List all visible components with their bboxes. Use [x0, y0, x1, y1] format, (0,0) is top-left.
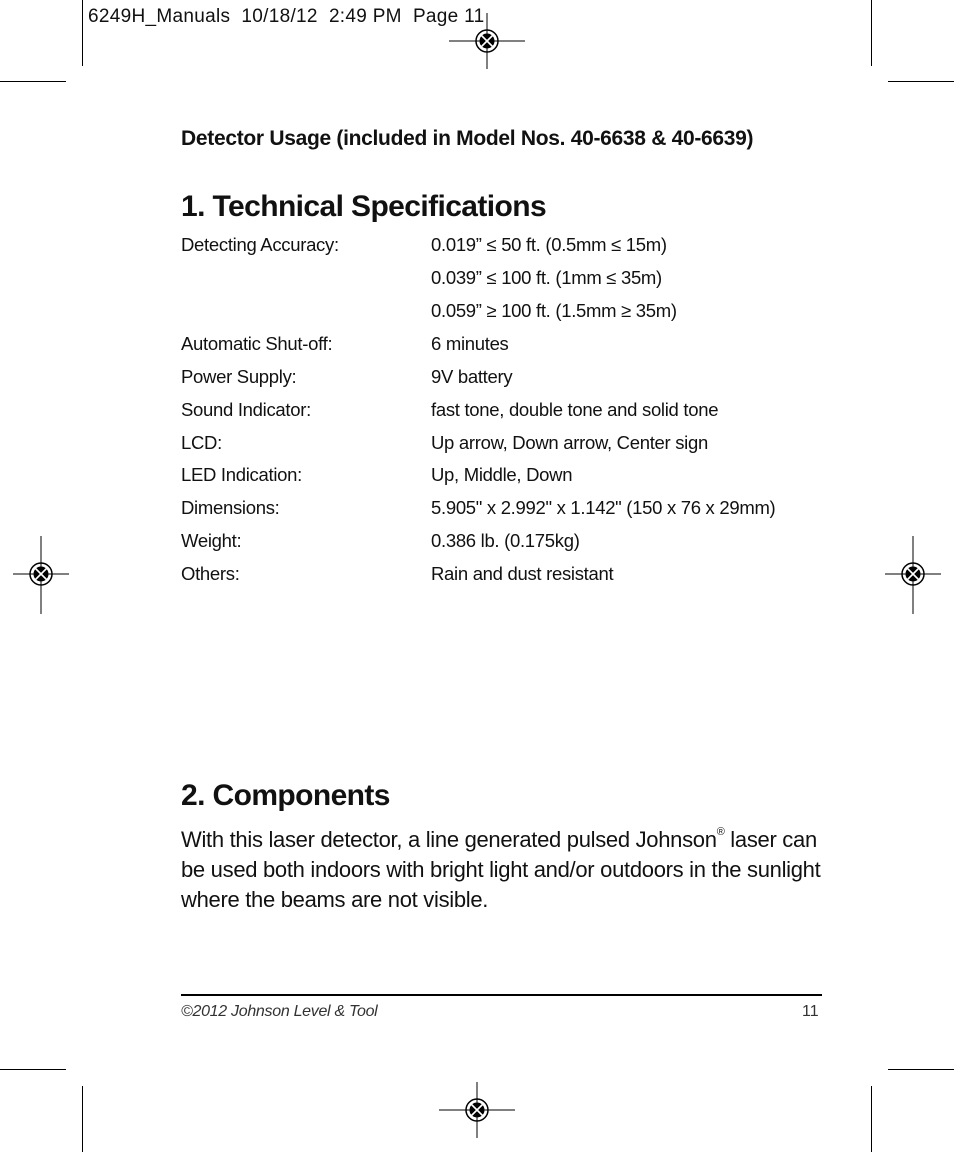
footer-rule [181, 994, 822, 996]
spec-label: Dimensions: [181, 497, 280, 518]
spec-value: Up arrow, Down arrow, Center sign [431, 432, 708, 453]
spec-value: 6 minutes [431, 333, 509, 354]
spec-label: Others: [181, 563, 240, 584]
detector-usage-subheading: Detector Usage (included in Model Nos. 40-6638 & 40-6639) [181, 127, 754, 150]
registration-mark-left [13, 536, 69, 614]
spec-value: 0.386 lb. (0.175kg) [431, 530, 580, 551]
spec-value: 0.039” ≤ 100 ft. (1mm ≤ 35m) [431, 267, 662, 288]
spec-row [181, 464, 831, 497]
spec-row [181, 234, 831, 267]
crop-mark-bottom-left-v [82, 1086, 83, 1152]
crop-mark-bottom-right-v [871, 1086, 872, 1152]
spec-row [181, 366, 831, 399]
registration-mark-bottom [439, 1082, 515, 1138]
crop-mark-top-right-v [871, 0, 872, 66]
spec-label: Automatic Shut-off: [181, 333, 333, 354]
spec-row [181, 300, 831, 333]
spec-label: Sound Indicator: [181, 399, 311, 420]
section-title-components: 2. Components [181, 779, 390, 812]
spec-row [181, 497, 831, 530]
footer-copyright: ©2012 Johnson Level & Tool [181, 1003, 378, 1020]
spec-value: 0.059” ≥ 100 ft. (1.5mm ≥ 35m) [431, 300, 677, 321]
crop-mark-top-right-h [888, 81, 954, 82]
registration-mark-top [449, 13, 525, 69]
paragraph-text-start: With this laser detector, a line generated pulsed Johnson [181, 827, 717, 852]
crop-mark-top-left-v [82, 0, 83, 66]
spec-label: Power Supply: [181, 366, 297, 387]
spec-value: fast tone, double tone and solid tone [431, 399, 719, 420]
components-paragraph [181, 825, 821, 915]
spec-value: 0.019” ≤ 50 ft. (0.5mm ≤ 15m) [431, 234, 667, 255]
crop-mark-top-left-h [0, 81, 66, 82]
spec-row [181, 563, 831, 596]
spec-label: Weight: [181, 530, 242, 551]
paragraph-text-end: laser can be used both indoors with bright light and/or outdoors in the sunlight where the beams are not visible. [181, 827, 821, 912]
spec-label: Detecting Accuracy: [181, 234, 339, 255]
spec-label: LCD: [181, 432, 222, 453]
crop-mark-bottom-right-h [888, 1069, 954, 1070]
registration-mark-right [885, 536, 941, 614]
spec-value: Up, Middle, Down [431, 464, 573, 485]
spec-row [181, 333, 831, 366]
spec-label: LED Indication: [181, 464, 302, 485]
page-number: 11 [802, 1003, 819, 1020]
registered-mark: ® [716, 826, 725, 838]
spec-row [181, 432, 831, 465]
crop-mark-bottom-left-h [0, 1069, 66, 1070]
spec-row [181, 399, 831, 432]
spec-value: 9V battery [431, 366, 513, 387]
spec-value: 5.905" x 2.992" x 1.142" (150 x 76 x 29mm) [431, 497, 776, 518]
spec-row [181, 267, 831, 300]
printer-slug: 6249H_Manuals 10/18/12 2:49 PM Page 11 [88, 6, 485, 27]
section-title-technical-specifications: 1. Technical Specifications [181, 190, 547, 223]
spec-row [181, 530, 831, 563]
spec-value: Rain and dust resistant [431, 563, 614, 584]
